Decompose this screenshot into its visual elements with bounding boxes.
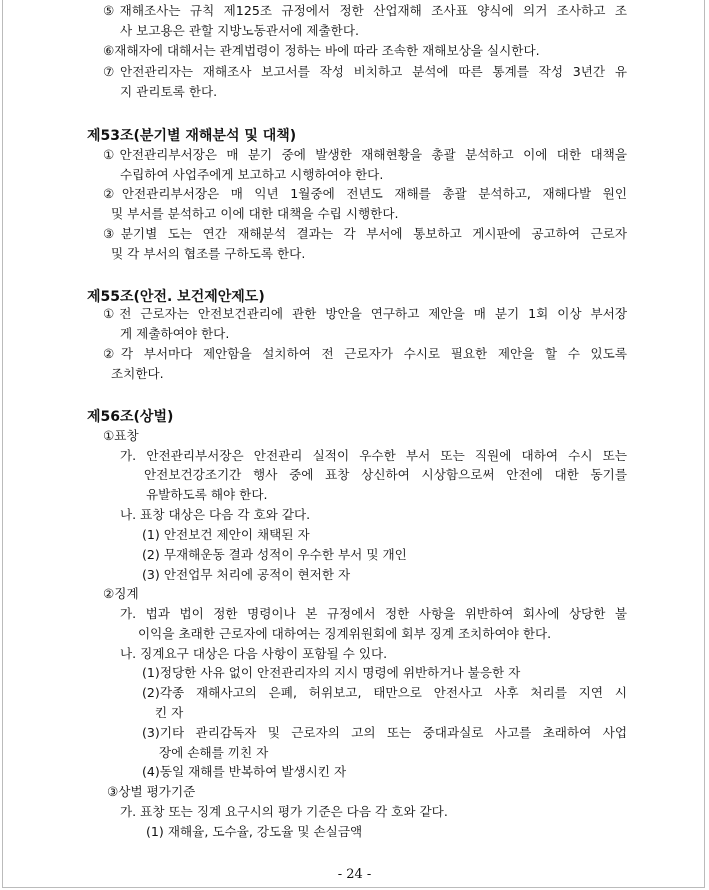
text-line: 사 보고용은 관할 지방노동관서에 제출한다. — [120, 23, 359, 38]
text-line: 지 관리토록 한다. — [120, 84, 218, 99]
text-line: ②안전관리부서장은 매 익년 1월중에 전년도 재해를 총괄 분석하고, 재해다발 원인 — [103, 186, 627, 201]
text-line: 나. 징계요구 대상은 다음 사항이 포함될 수 있다. — [120, 646, 388, 661]
text-line: 장에 손해를 끼친 자 — [159, 745, 269, 760]
page-number: - 24 - — [337, 867, 372, 882]
text-line: 킨 자 — [155, 705, 184, 720]
text-line: 가. 안전관리부서장은 안전관리 실적이 우수한 부서 또는 직원에 대하여 수시 또는 — [120, 448, 627, 463]
text-line: ①안전관리부서장은 매 분기 중에 발생한 재해현황을 총괄 분석하고 이에 대한 대책을 — [103, 147, 627, 162]
text-line: ⑥재해자에 대해서는 관계법령이 정하는 바에 따라 조속한 재해보상을 실시한다. — [103, 43, 540, 58]
text-line: ②징계 — [103, 586, 139, 601]
text-line: ①표창 — [103, 428, 139, 443]
text-line: ③분기별 도는 연간 재해분석 결과는 각 부서에 통보하고 게시판에 공고하여 근로자 — [103, 226, 627, 241]
text-line: 수립하여 사업주에게 보고하고 시행하여야 한다. — [120, 167, 384, 182]
text-line: 게 제출하여야 한다. — [120, 326, 230, 341]
text-line: (4)동일 재해를 반복하여 발생시킨 자 — [142, 764, 347, 779]
text-line: 이익을 초래한 근로자에 대하여는 징계위원회에 회부 징계 조치하여야 한다. — [138, 626, 552, 641]
article-56-title: 제56조(상벌) — [87, 409, 174, 425]
text-line: (3)기타 관리감독자 및 근로자의 고의 또는 중대과실로 사고를 초래하여 사업 — [142, 725, 627, 740]
text-line: (1) 재해율, 도수율, 강도율 및 손실금액 — [146, 824, 363, 839]
text-line: ⑤재해조사는 규칙 제125조 규정에서 정한 산업재해 조사표 양식에 의거 조사하고 조 — [103, 3, 627, 18]
text-line: ①전 근로자는 안전보건관리에 관한 방안을 연구하고 제안을 매 분기 1회 이상 부서장 — [103, 306, 627, 321]
text-line: (2) 무재해운동 결과 성적이 우수한 부서 및 개인 — [142, 547, 407, 562]
text-line: (2)각종 재해사고의 은폐, 허위보고, 태만으로 안전사고 사후 처리를 지연 시 — [142, 685, 627, 700]
article-55-title: 제55조(안전. 보건제안제도) — [87, 289, 265, 305]
text-line: 유발하도록 해야 한다. — [146, 487, 268, 502]
text-line: 안전보건강조기간 행사 중에 표창 상신하여 시상함으로써 안전에 대한 동기를 — [144, 467, 627, 482]
text-line: 조치한다. — [111, 366, 164, 381]
article-53-title: 제53조(분기별 재해분석 및 대책) — [87, 128, 297, 144]
text-line: ③상벌 평가기준 — [107, 784, 196, 799]
text-line: (3) 안전업무 처리에 공적이 현저한 자 — [142, 567, 351, 582]
text-line: (1) 안전보건 제안이 채택된 자 — [142, 527, 310, 542]
text-line: 나. 표창 대상은 다음 각 호와 같다. — [120, 507, 311, 522]
text-line: (1)정당한 사유 없이 안전관리자의 지시 명령에 위반하거나 불응한 자 — [142, 665, 521, 680]
text-line: 가. 법과 법이 정한 명령이나 본 규정에서 정한 사항을 위반하여 회사에 상당한 불 — [120, 606, 627, 621]
text-line: 가. 표창 또는 징계 요구시의 평가 기준은 다음 각 호와 같다. — [120, 804, 448, 819]
text-line: 및 부서를 분석하고 이에 대한 대책을 수립 시행한다. — [111, 206, 399, 221]
text-line: ⑦안전관리자는 재해조사 보고서를 작성 비치하고 분석에 따른 통계를 작성 3년간 유 — [103, 64, 627, 79]
text-line: 및 각 부서의 협조를 구하도록 한다. — [111, 246, 306, 261]
text-line: ②각 부서마다 제안함을 설치하여 전 근로자가 수시로 필요한 제안을 할 수 있도록 — [103, 346, 627, 361]
